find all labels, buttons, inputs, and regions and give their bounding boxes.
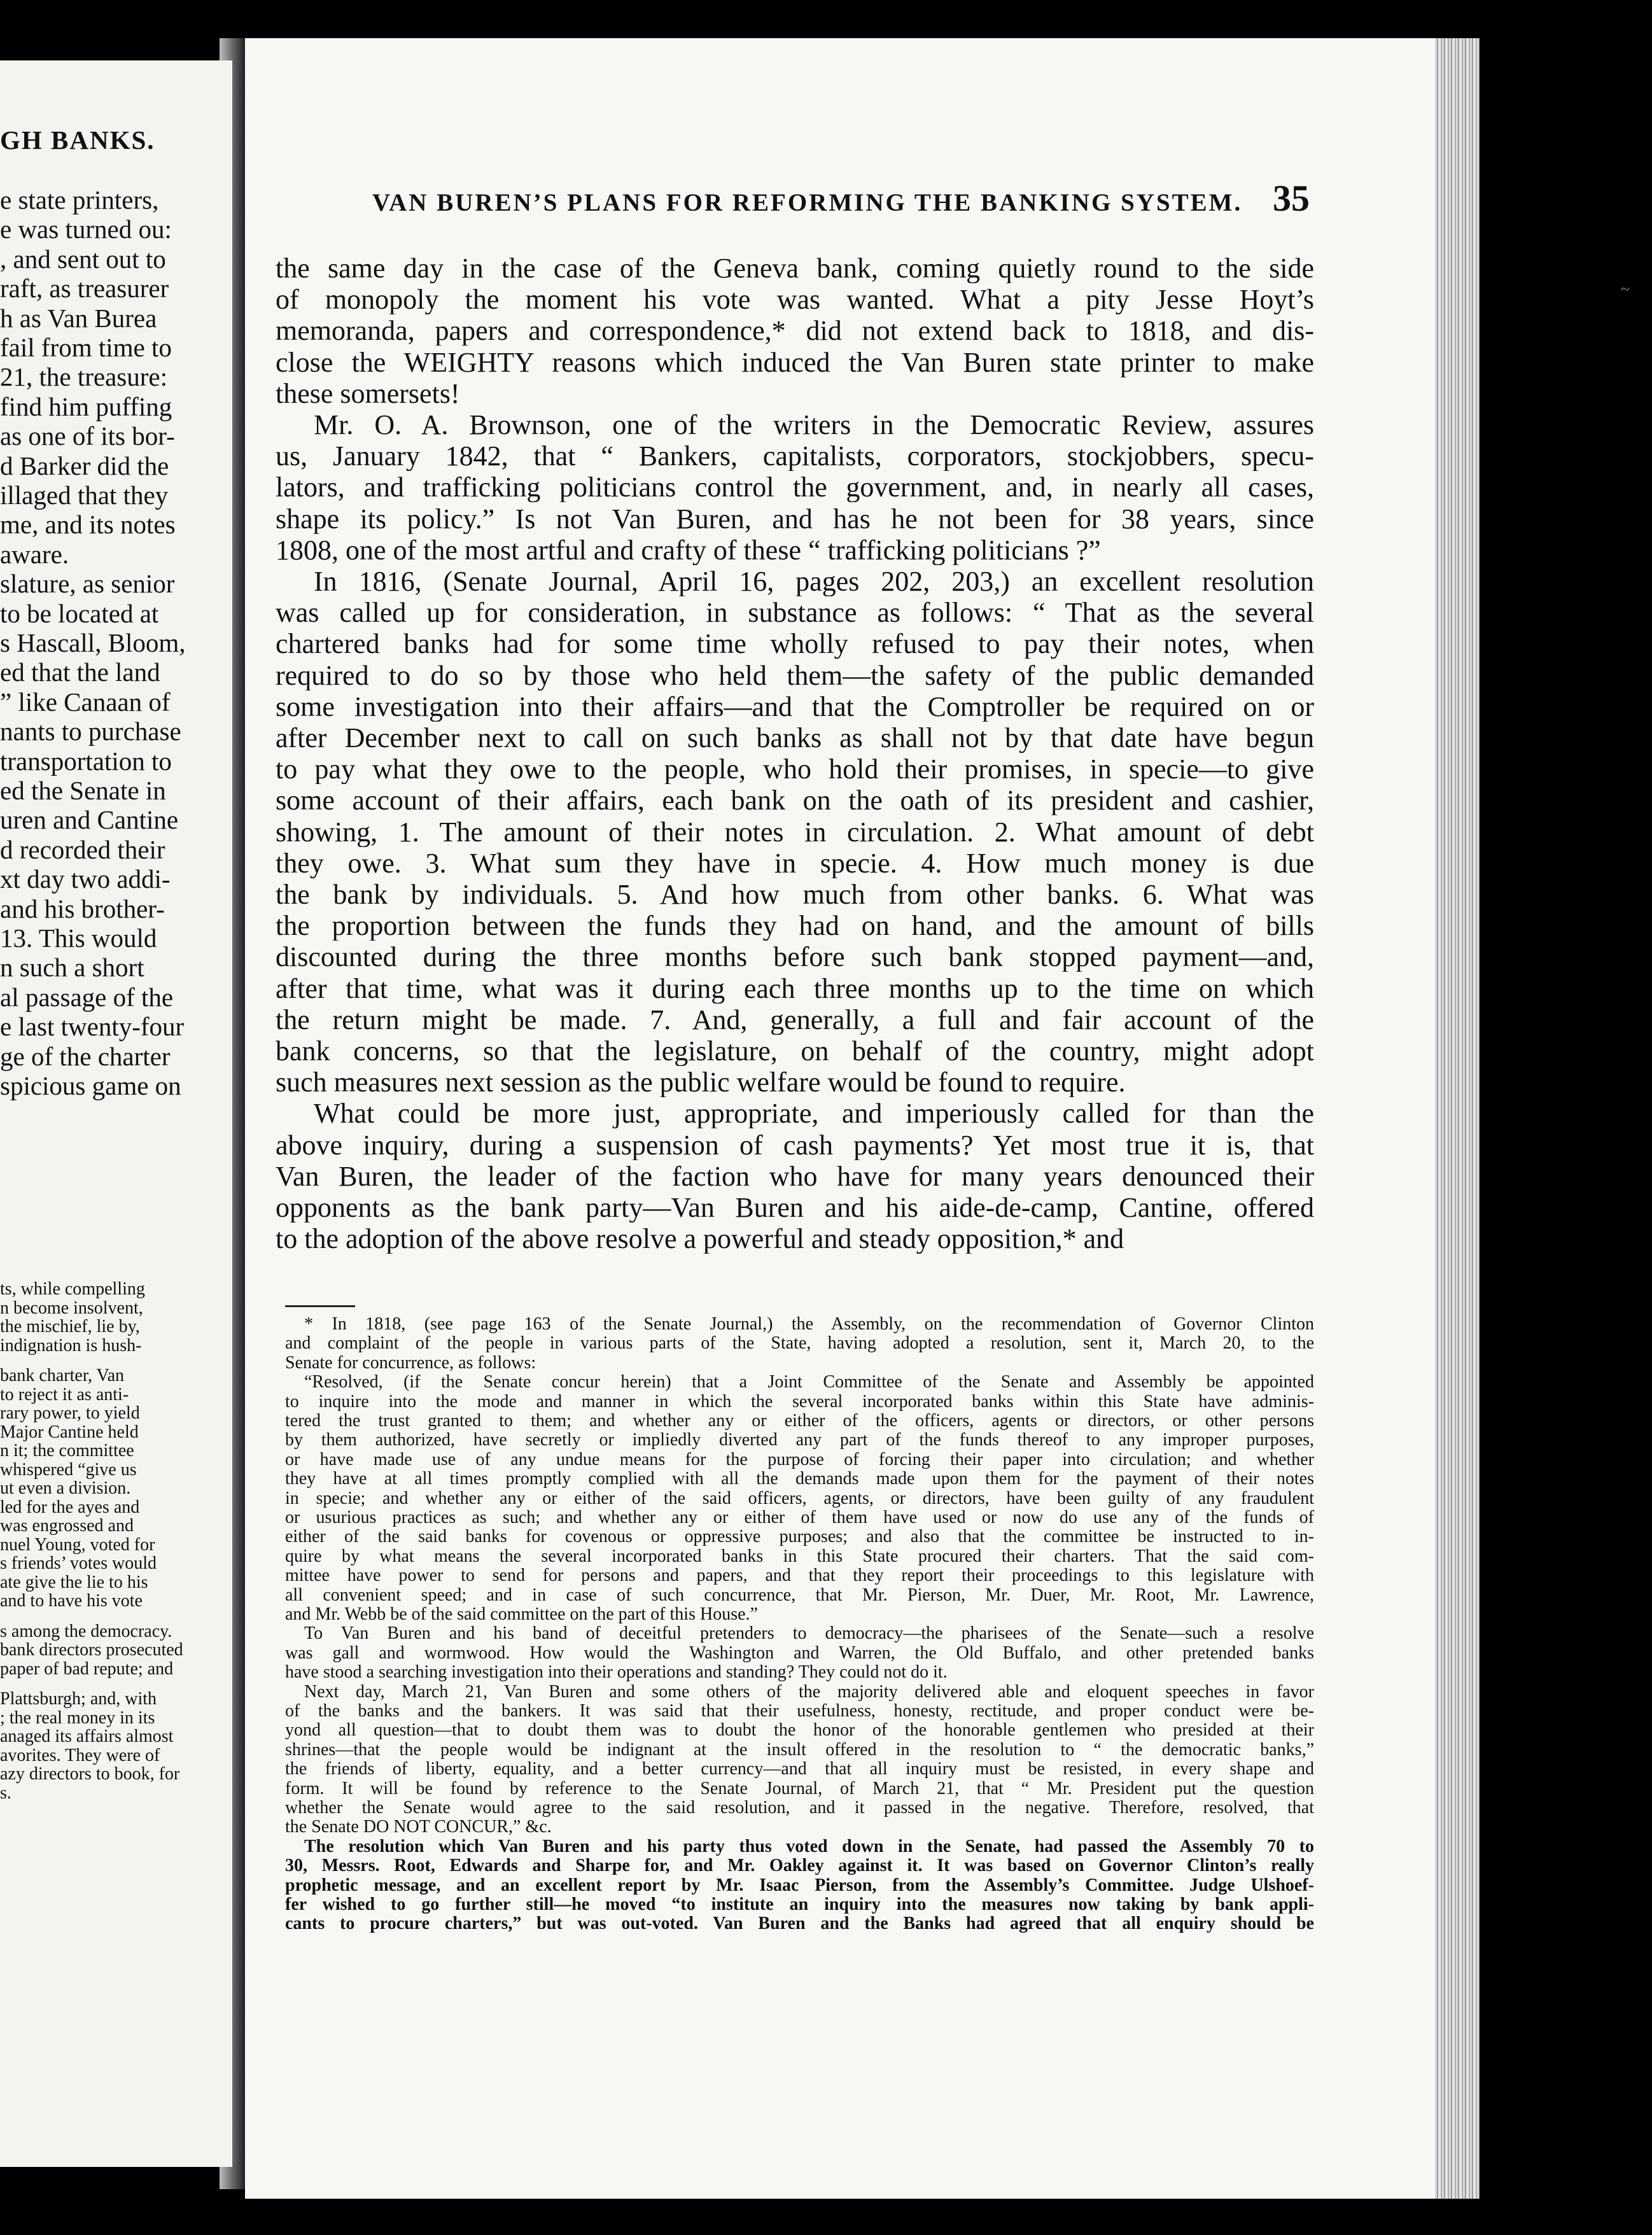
left-text-line: , and sent out to <box>0 244 166 274</box>
footnote-line: whether the Senate would agree to the said resolution, and it passed in the negative. Therefore, resolved, that <box>285 1798 1314 1817</box>
footnote-line: prophetic message, and an excellent report by Mr. Isaac Pierson, from the Assembly’s Committee. Judge Ulshoef- <box>285 1875 1314 1895</box>
left-footnote-line: paper of bad repute; and <box>0 1658 174 1679</box>
body-text-line: after that time, what was it during each three months up to the time on which <box>276 973 1314 1004</box>
footnote-line: all convenient speed; and in case of such concurrence, that Mr. Pierson, Mr. Duer, Mr. Root, Mr. Lawrence, <box>285 1585 1314 1604</box>
left-footnote-line: whispered “give us <box>0 1459 137 1480</box>
left-footnote-line: nuel Young, voted for <box>0 1534 155 1555</box>
left-text-line: e was turned ou: <box>0 214 172 244</box>
left-text-line: d recorded their <box>0 834 165 864</box>
left-footnote-line: ts, while compelling <box>0 1279 145 1299</box>
body-text-line: such measures next session as the public welfare would be found to require. <box>276 1067 1126 1098</box>
body-text-line: they owe. 3. What sum they have in specie. 4. How much money is due <box>276 848 1314 878</box>
left-text-line: ge of the charter <box>0 1041 171 1071</box>
body-text-line: In 1816, (Senate Journal, April 16, pages 202, 203,) an excellent resolution <box>314 566 1314 596</box>
footnote-line: or have made use of any undue means for the purpose of forcing their paper into circulation; and whether <box>285 1450 1314 1469</box>
page-number: 35 <box>1273 178 1310 219</box>
left-running-head: GH BANKS. <box>0 125 155 155</box>
footnote-line: in specie; and whether any or either of the said officers, agents, or directors, have been guilty of any fraudulent <box>285 1489 1314 1508</box>
left-text-line: find him puffing <box>0 391 172 421</box>
body-text-line: What could be more just, appropriate, and imperiously called for than the <box>314 1098 1314 1129</box>
footnote-line: * In 1818, (see page 163 of the Senate Journal,) the Assembly, on the recommendation of Governor Clinton <box>304 1315 1314 1333</box>
footnote-line: “Resolved, (if the Senate concur herein) that a Joint Committee of the Senate and Assembly be appointed <box>304 1373 1314 1392</box>
body-text-line: Van Buren, the leader of the faction who have for many years denounced their <box>276 1161 1314 1191</box>
footnote-line: The resolution which Van Buren and his party thus voted down in the Senate, had passed the Assembly 70 to <box>304 1837 1314 1856</box>
left-text-line: me, and its notes <box>0 510 176 540</box>
footnote-line: to inquire into the mode and manner in which the several incorporated banks within this State have adminis- <box>285 1392 1314 1411</box>
left-text-line: ed that the land <box>0 657 160 687</box>
left-footnote-line: indignation is hush- <box>0 1335 142 1356</box>
body-text-line: the proportion between the funds they had on hand, and the amount of bills <box>276 911 1314 941</box>
left-text-line: d Barker did the <box>0 451 169 480</box>
left-text-line: nants to purchase <box>0 717 181 746</box>
footnote-line: mittee have power to send for persons and papers, and that they report their proceedings to this legislature with <box>285 1566 1314 1585</box>
left-footnote-line: and to have his vote <box>0 1591 143 1611</box>
left-text-line: uren and Cantine <box>0 805 179 835</box>
footnote-line: shrines—that the people would be indignant at the insult offered in the resolution to “ the democratic banks,” <box>285 1740 1314 1759</box>
left-footnote-line: was engrossed and <box>0 1516 134 1536</box>
body-text-line: the bank by individuals. 5. And how much from other banks. 6. What was <box>276 879 1314 909</box>
left-footnote-line: the mischief, lie by, <box>0 1317 140 1336</box>
body-text-line: shape its policy.” Is not Van Buren, and has he not been for 38 years, since <box>276 503 1314 534</box>
body-text-line: to the adoption of the above resolve a powerful and steady opposition,* and <box>276 1224 1124 1254</box>
left-text-line: transportation to <box>0 746 172 776</box>
left-footnote-line: to reject it as anti- <box>0 1384 129 1405</box>
footnote-line: was gall and wormwood. How would the Washington and Warren, the Old Buffalo, and other pretended banks <box>285 1643 1314 1662</box>
left-footnote-line: n become insolvent, <box>0 1298 143 1318</box>
left-text-line: al passage of the <box>0 982 174 1012</box>
body-text-line: us, January 1842, that “ Bankers, capitalists, corporators, stockjobbers, specu- <box>276 441 1314 472</box>
footnote-line: have stood a searching investigation into their operations and standing? They could not do it. <box>285 1663 948 1682</box>
footnote-line: by them authorized, have secretly or impliedly diverted any part of the funds thereof to any improper purposes, <box>285 1431 1314 1450</box>
body-text-line: after December next to call on such banks as shall not by that date have begun <box>276 723 1314 753</box>
footnote-line: either of the said banks for covenous or oppressive purposes; and also that the committee be instructed to in- <box>285 1527 1314 1546</box>
left-text-line: 21, the treasure: <box>0 362 167 392</box>
footnote-line: fer wished to go further still—he moved “to institute an inquiry into the measures now taking by bank appli- <box>285 1895 1314 1914</box>
left-footnote-line: led for the ayes and <box>0 1497 140 1517</box>
running-head: VAN BUREN’S PLANS FOR REFORMING THE BANKING SYSTEM. <box>372 189 1243 216</box>
left-text-line: h as Van Burea <box>0 303 157 333</box>
body-text-line: to pay what they owe to the people, who hold their promises, in specie—to give <box>276 754 1314 785</box>
body-text-line: Mr. O. A. Brownson, one of the writers in the Democratic Review, assures <box>314 410 1314 440</box>
body-text-line: 1808, one of the most artful and crafty of these “ trafficking politicians ?” <box>276 535 1101 565</box>
left-footnote-line: n it; the committee <box>0 1441 134 1461</box>
footnote-line: cants to procure charters,” but was out-voted. Van Buren and the Banks had agreed that all enquiry should be <box>285 1914 1314 1933</box>
left-text-line: to be located at <box>0 598 159 628</box>
left-text-line: 13. This would <box>0 923 157 953</box>
footnote-line: tered the trust granted to them; and whether any or either of the officers, agents or directors, or other persons <box>285 1412 1314 1430</box>
left-footnote-line: ut even a division. <box>0 1478 131 1498</box>
edge-mark: ~ <box>1621 280 1630 298</box>
left-footnote-line: s friends’ votes would <box>0 1553 157 1573</box>
left-footnote-line: avorites. They were of <box>0 1745 160 1765</box>
footnote-line: 30, Messrs. Root, Edwards and Sharpe for, and Mr. Oakley against it. It was based on Governor Clinton’s really <box>285 1856 1314 1875</box>
body-text-line: showing, 1. The amount of their notes in circulation. 2. What amount of debt <box>276 816 1314 847</box>
body-text-line: some account of their affairs, each bank on the oath of its president and cashier, <box>276 785 1314 816</box>
left-footnote-line: Plattsburgh; and, with <box>0 1689 157 1709</box>
left-footnote-line: ; the real money in its <box>0 1707 155 1728</box>
left-text-line: as one of its bor- <box>0 421 175 451</box>
left-text-line: fail from time to <box>0 333 172 362</box>
footnote-line: To Van Buren and his band of deceitful pretenders to democracy—the pharisees of the Senate—such a resolve <box>304 1624 1314 1643</box>
footnote-line: or usurious practices as such; and whether any or either of them have used or now do use any of the funds of <box>285 1508 1314 1527</box>
body-text-line: chartered banks had for some time wholly refused to pay their notes, when <box>276 629 1314 659</box>
left-text-line: aware. <box>0 539 69 569</box>
left-text-line: s Hascall, Bloom, <box>0 628 186 657</box>
left-footnote-line: Major Cantine held <box>0 1422 139 1442</box>
footnote-line: quire by what means the several incorporated banks in this State procured their charters. That the said com- <box>285 1546 1314 1566</box>
footnote-line: Senate for concurrence, as follows: <box>285 1353 536 1372</box>
left-text-line: illaged that they <box>0 480 169 510</box>
footnote-line: and Mr. Webb be of the said committee on the part of this House.” <box>285 1605 758 1623</box>
body-text-line: close the WEIGHTY reasons which induced the Van Buren state printer to make <box>276 347 1314 377</box>
footnote-rule <box>285 1305 355 1307</box>
left-text-line: e last twenty-four <box>0 1012 185 1042</box>
left-footnote-line: azy directors to book, for <box>0 1764 180 1784</box>
left-footnote-line: rary power, to yield <box>0 1403 140 1423</box>
footnote-line: of the banks and the bankers. It was said that their usefulness, honesty, rectitude, and proper conduct were be- <box>285 1702 1314 1720</box>
body-text-line: lators, and trafficking politicians control the government, and, in nearly all cases, <box>276 472 1314 503</box>
body-text-line: above inquiry, during a suspension of cash payments? Yet most true it is, that <box>276 1130 1314 1160</box>
body-text-line: these somersets! <box>276 378 460 409</box>
left-text-line: ” like Canaan of <box>0 687 171 717</box>
footnote-line: the friends of liberty, equality, and a better currency—and that all inquiry must be resisted, in every shape and <box>285 1760 1314 1779</box>
footnote-line: and complaint of the people in various parts of the State, having adopted a resolution, sent it, March 20, to the <box>285 1334 1314 1353</box>
body-text-line: memoranda, papers and correspondence,* did not extend back to 1818, and dis- <box>276 316 1314 346</box>
footnote-line: form. It will be found by reference to the Senate Journal, of March 21, that “ Mr. President put the question <box>285 1779 1314 1798</box>
left-footnote-line: s. <box>0 1783 11 1803</box>
footnote-line: Next day, March 21, Van Buren and some others of the majority delivered able and eloquent speeches in favor <box>304 1682 1314 1701</box>
body-text-line: the return might be made. 7. And, generally, a full and fair account of the <box>276 1004 1314 1035</box>
body-text-line: of monopoly the moment his vote was wanted. What a pity Jesse Hoyt’s <box>276 284 1314 315</box>
left-footnote-line: ate give the lie to his <box>0 1572 148 1592</box>
left-text-line: slature, as senior <box>0 569 175 599</box>
body-text-line: was called up for consideration, in substance as follows: “ That as the several <box>276 598 1314 628</box>
body-text-line: required to do so by those who held them—the safety of the public demanded <box>276 660 1314 690</box>
left-footnote-line: s among the democracy. <box>0 1621 172 1641</box>
left-footnote-line: bank charter, Van <box>0 1366 125 1385</box>
body-text-line: bank concerns, so that the legislature, on behalf of the country, might adopt <box>276 1036 1314 1066</box>
left-text-line: ed the Senate in <box>0 776 166 805</box>
page-edge <box>1435 38 1480 2199</box>
body-text-line: some investigation into their affairs—and that the Comptroller be required on or <box>276 691 1314 722</box>
footnote-line: yond all question—that to doubt them was to doubt the honor of the honorable gentlemen who presided at their <box>285 1721 1314 1740</box>
left-text-line: and his brother- <box>0 893 165 923</box>
body-text-line: discounted during the three months before such bank stopped payment—and, <box>276 942 1314 972</box>
footnote-line: they have at all times promptly complied with all the demands made upon them for the payment of their notes <box>285 1469 1314 1489</box>
left-footnote-line: anaged its affairs almost <box>0 1727 174 1746</box>
body-text-line: the same day in the case of the Geneva bank, coming quietly round to the side <box>276 253 1314 283</box>
footnote-line: the Senate DO NOT CONCUR,” &c. <box>285 1818 552 1837</box>
left-text-line: e state printers, <box>0 185 159 214</box>
left-text-line: n such a short <box>0 953 144 983</box>
body-text-line: opponents as the bank party—Van Buren and his aide-de-camp, Cantine, offered <box>276 1193 1314 1223</box>
left-text-line: spicious game on <box>0 1071 181 1100</box>
left-text-line: raft, as treasurer <box>0 274 169 304</box>
left-text-line: xt day two addi- <box>0 864 171 894</box>
left-footnote-line: bank directors prosecuted <box>0 1640 183 1660</box>
